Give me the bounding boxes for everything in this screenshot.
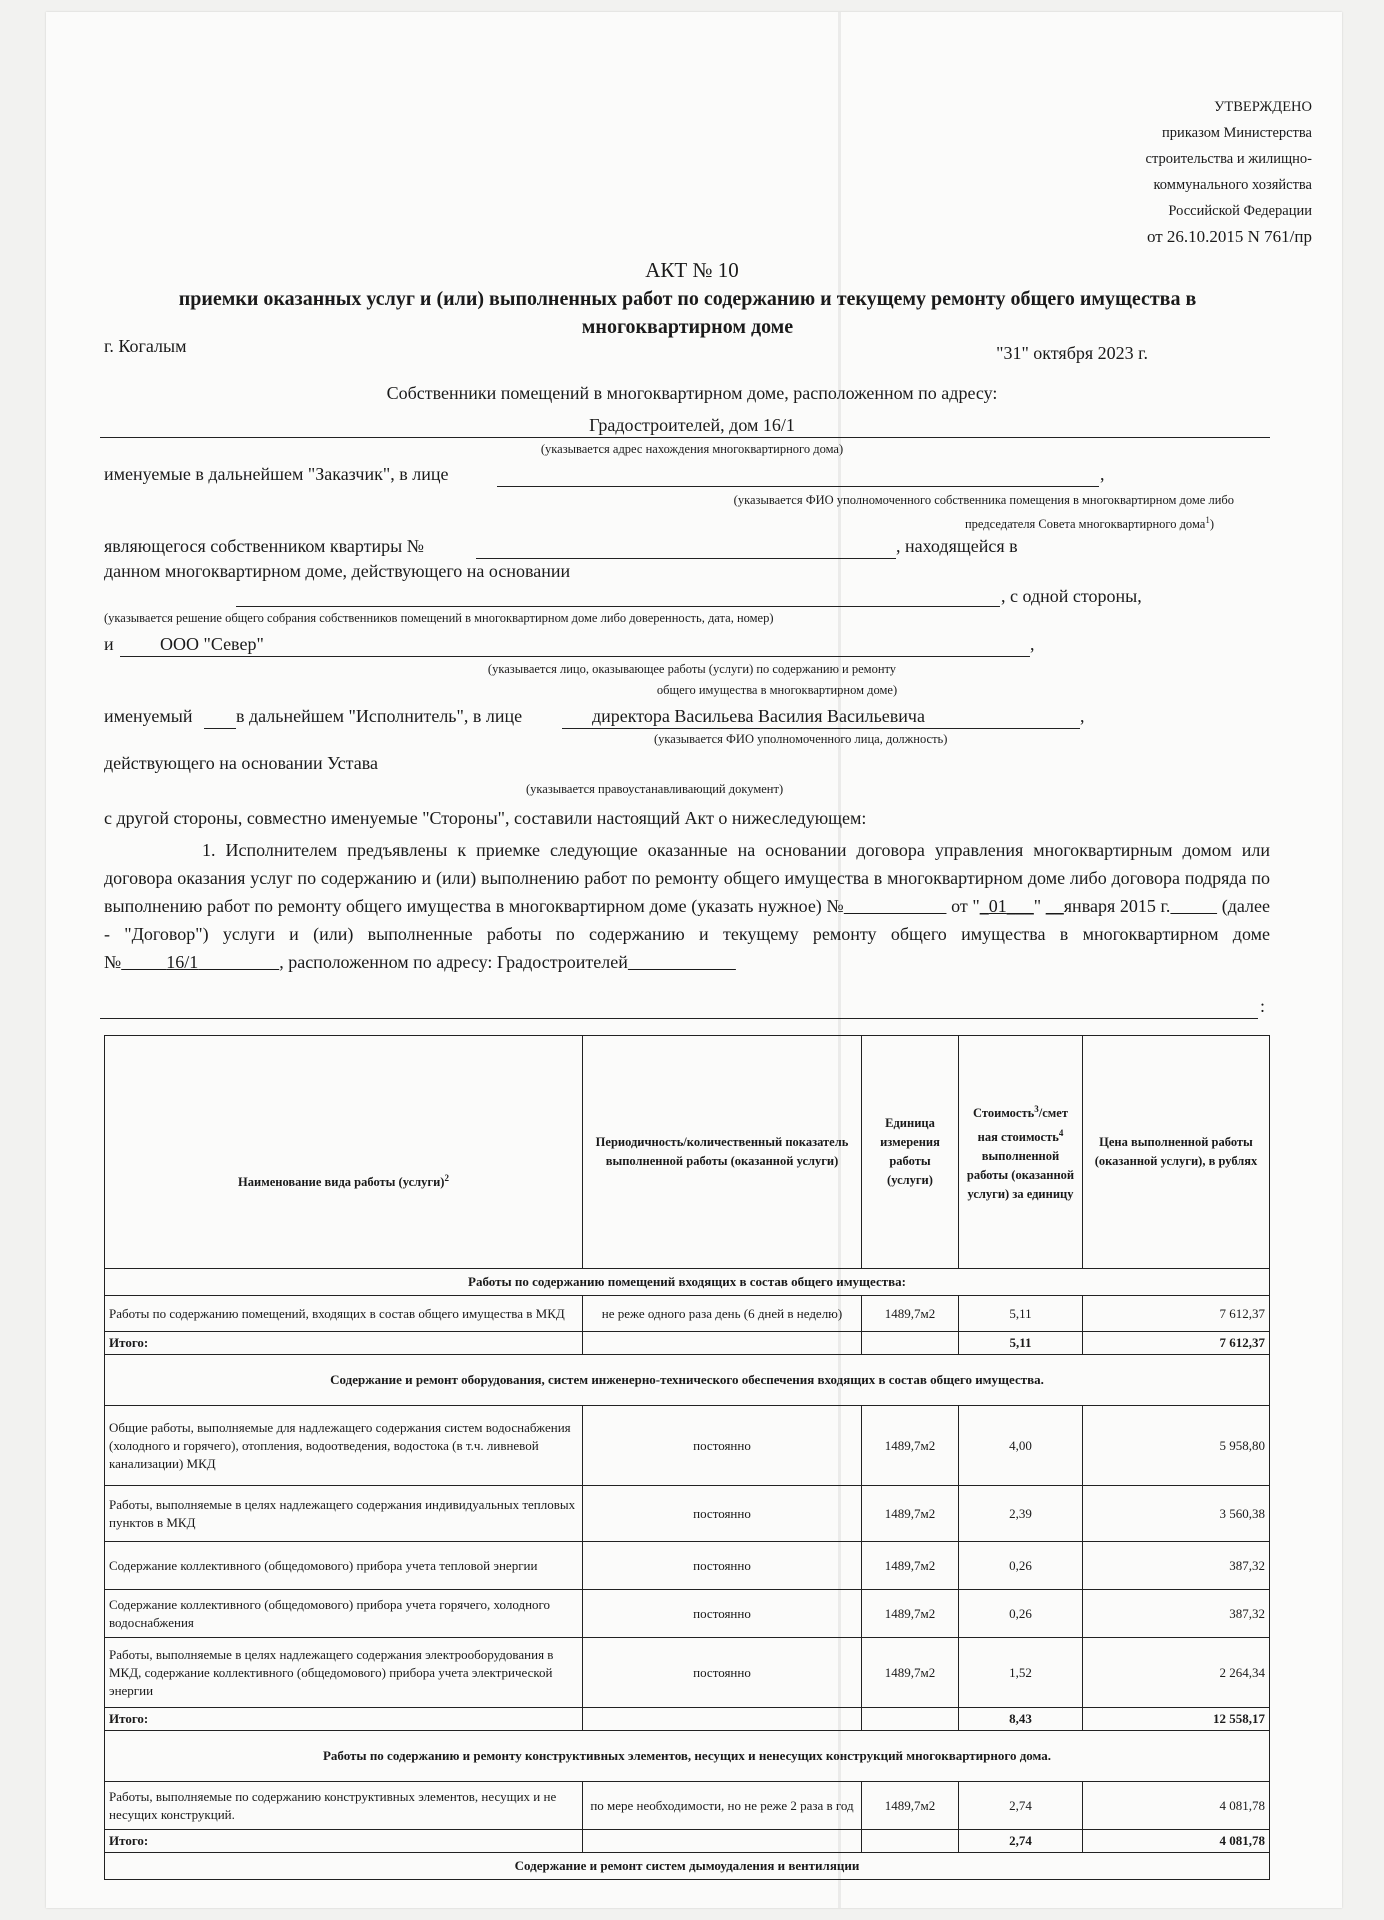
cell-name: Работы, выполняемые в целях надлежащего содержания индивидуальных тепловых пунктов в МКД bbox=[105, 1486, 583, 1542]
basis-line: данном многоквартирном доме, действующего на основании bbox=[104, 561, 571, 581]
total-row bbox=[105, 1332, 1270, 1355]
section-title: Работы по содержанию помещений входящих в состав общего имущества: bbox=[105, 1269, 1270, 1296]
header-unit: Единица измерения работы (услуги) bbox=[862, 1036, 959, 1269]
cell-cost: 5,11 bbox=[959, 1296, 1083, 1332]
cell-price: 5 958,80 bbox=[1083, 1406, 1270, 1486]
section-title: Содержание и ремонт оборудования, систем инженерно-технического обеспечения входящих в состав общего имущества. bbox=[105, 1355, 1270, 1406]
cell-period: по мере необходимости, но не реже 2 раза в год bbox=[583, 1782, 862, 1830]
cell-name: Работы, выполняемые по содержанию конструктивных элементов, несущих и не несущих конструкций. bbox=[105, 1782, 583, 1830]
cell-cost: 0,26 bbox=[959, 1590, 1083, 1638]
basis-hint: (указывается решение общего собрания собственников помещений в многоквартирном доме либо доверенность, дата, номер) bbox=[104, 611, 774, 625]
cell-period: постоянно bbox=[583, 1638, 862, 1708]
cell-price: 4 081,78 bbox=[1083, 1782, 1270, 1830]
cell-period: постоянно bbox=[583, 1486, 862, 1542]
section-title: Работы по содержанию и ремонту конструктивных элементов, несущих и ненесущих конструкций многоквартирного дома. bbox=[105, 1731, 1270, 1782]
section-row bbox=[105, 1355, 1270, 1406]
and-word: и bbox=[104, 634, 114, 654]
cell-unit: 1489,7м2 bbox=[862, 1638, 959, 1708]
act-number: АКТ № 10 bbox=[645, 258, 739, 282]
section-row bbox=[105, 1269, 1270, 1296]
total-cost: 5,11 bbox=[959, 1332, 1083, 1355]
cell-price: 2 264,34 bbox=[1083, 1638, 1270, 1708]
owners-intro: Собственники помещений в многоквартирном доме, расположенном по адресу: bbox=[386, 383, 998, 403]
approval-line: Российской Федерации bbox=[1168, 203, 1312, 219]
approval-line: приказом Министерства bbox=[1162, 125, 1312, 141]
total-price: 12 558,17 bbox=[1083, 1708, 1270, 1731]
table-row bbox=[105, 1638, 1270, 1708]
cell-unit: 1489,7м2 bbox=[862, 1406, 959, 1486]
works-table bbox=[104, 1035, 1270, 1880]
act-title: приемки оказанных услуг и (или) выполненных работ по содержанию и текущему ремонту общего имущества в многоквартирном доме bbox=[178, 288, 1197, 338]
total-row bbox=[105, 1708, 1270, 1731]
header-name: Наименование вида работы (услуги)$^2$ bbox=[105, 1036, 583, 1269]
table-row bbox=[105, 1296, 1270, 1332]
contractor-name: ООО "Север" bbox=[160, 634, 264, 654]
customer-line: именуемые в дальнейшем "Заказчик", в лице bbox=[104, 464, 449, 484]
section-row bbox=[105, 1853, 1270, 1880]
total-label: Итого: bbox=[105, 1830, 583, 1853]
cell-period: не реже одного раза день (6 дней в неделю) bbox=[583, 1296, 862, 1332]
rep-hint: (указывается ФИО уполномоченного лица, должность) bbox=[654, 732, 948, 746]
header-period: Периодичность/количественный показатель выполненной работы (оказанной услуги) bbox=[583, 1036, 862, 1269]
cell-cost: 0,26 bbox=[959, 1542, 1083, 1590]
cell-cost: 1,52 bbox=[959, 1638, 1083, 1708]
contractor-hint: (указывается лицо, оказывающее работы (услуги) по содержанию и ремонту bbox=[487, 662, 897, 676]
header-cost: Стоимость$^3$/смет ная стоимость$^4$ выполненной работы (оказанной услуги) за единицу bbox=[959, 1036, 1083, 1269]
approval-line: УТВЕРЖДЕНО bbox=[1214, 99, 1312, 115]
owners-address: Градостроителей, дом 16/1 bbox=[589, 415, 795, 435]
total-cost: 2,74 bbox=[959, 1830, 1083, 1853]
contractor-basis: действующего на основании Устава bbox=[104, 753, 378, 773]
cell-price: 7 612,37 bbox=[1083, 1296, 1270, 1332]
one-side: , с одной стороны, bbox=[1001, 586, 1142, 606]
approval-line: строительства и жилищно- bbox=[1145, 151, 1312, 167]
cell-unit: 1489,7м2 bbox=[862, 1296, 959, 1332]
cell-cost: 2,74 bbox=[959, 1782, 1083, 1830]
paragraph-1: 1. Исполнителем предъявлены к приемке следующие оказанные на основании договора управления многоквартирным домом или договора оказания услуг по содержанию и (или) выполнению работ по ремонту общего имущества в многоквартирном доме либо договора подряда по выполнению работ по ремонту общего имущества в многоквартирном доме (указать нужное) № от "_01___" __января 2015 г. (далее - "Договор") услуги и (или) выполненные работы по содержанию и текущему ремонту общего имущества в многоквартирном доме № 16/1 , расположенном по адресу: Градостроителей bbox=[104, 840, 1271, 972]
total-price: 7 612,37 bbox=[1083, 1332, 1270, 1355]
total-price: 4 081,78 bbox=[1083, 1830, 1270, 1853]
cell-name: Общие работы, выполняемые для надлежащего содержания систем водоснабжения (холодного и горячего), отопления, водоотведения, водостока (в т.ч. ливневой канализации) МКД bbox=[105, 1406, 583, 1486]
table-row bbox=[105, 1406, 1270, 1486]
cell-period: постоянно bbox=[583, 1406, 862, 1486]
apartment-line: являющегося собственником квартиры № bbox=[104, 536, 424, 556]
contractor-basis-hint: (указывается правоустанавливающий документ) bbox=[526, 782, 784, 796]
apartment-line-end: , находящейся в bbox=[896, 536, 1018, 556]
cell-unit: 1489,7м2 bbox=[862, 1486, 959, 1542]
cell-cost: 2,39 bbox=[959, 1486, 1083, 1542]
cell-period: постоянно bbox=[583, 1590, 862, 1638]
rep-mid: в дальнейшем "Исполнитель", в лице bbox=[236, 706, 523, 726]
customer-hint: (указывается ФИО уполномоченного собственника помещения в многоквартирном доме либо bbox=[733, 493, 1234, 507]
rep-name: директора Васильева Василия Васильевича bbox=[592, 706, 925, 726]
approval-block bbox=[1092, 94, 1312, 250]
table-header-row bbox=[105, 1036, 1270, 1269]
cell-period: постоянно bbox=[583, 1542, 862, 1590]
cell-unit: 1489,7м2 bbox=[862, 1542, 959, 1590]
act-date: "31" октября 2023 г. bbox=[996, 343, 1148, 363]
customer-hint-2: председателя Совета многоквартирного дома$^1$) bbox=[964, 515, 1214, 532]
cell-price: 3 560,38 bbox=[1083, 1486, 1270, 1542]
cell-unit: 1489,7м2 bbox=[862, 1782, 959, 1830]
contractor-hint-2: общего имущества в многоквартирном доме) bbox=[656, 683, 898, 697]
total-cost: 8,43 bbox=[959, 1708, 1083, 1731]
cell-cost: 4,00 bbox=[959, 1406, 1083, 1486]
address-hint: (указывается адрес нахождения многоквартирного дома) bbox=[540, 442, 844, 456]
cell-unit: 1489,7м2 bbox=[862, 1590, 959, 1638]
approval-line: коммунального хозяйства bbox=[1153, 177, 1312, 193]
table-row bbox=[105, 1486, 1270, 1542]
header-price: Цена выполненной работы (оказанной услуги), в рублях bbox=[1083, 1036, 1270, 1269]
rep-start: именуемый bbox=[104, 706, 193, 726]
cell-price: 387,32 bbox=[1083, 1590, 1270, 1638]
cell-name: Содержание коллективного (общедомового) прибора учета тепловой энергии bbox=[105, 1542, 583, 1590]
table-row bbox=[105, 1542, 1270, 1590]
total-label: Итого: bbox=[105, 1708, 583, 1731]
cell-name: Содержание коллективного (общедомового) прибора учета горячего, холодного водоснабжения bbox=[105, 1590, 583, 1638]
table-row bbox=[105, 1782, 1270, 1830]
section-row bbox=[105, 1731, 1270, 1782]
other-side: с другой стороны, совместно именуемые "Стороны", составили настоящий Акт о нижеследующем: bbox=[104, 808, 867, 828]
cell-name: Работы по содержанию помещений, входящих в состав общего имущества в МКД bbox=[105, 1296, 583, 1332]
cell-name: Работы, выполняемые в целях надлежащего содержания электрооборудования в МКД, содержание коллективного (общедомового) прибора учета электрической энергии bbox=[105, 1638, 583, 1708]
approval-line: от 26.10.2015 N 761/пр bbox=[1146, 227, 1312, 246]
table-row bbox=[105, 1590, 1270, 1638]
cell-price: 387,32 bbox=[1083, 1542, 1270, 1590]
act-city: г. Когалым bbox=[104, 336, 187, 356]
total-row bbox=[105, 1830, 1270, 1853]
section-title: Содержание и ремонт систем дымоудаления и вентиляции bbox=[105, 1853, 1270, 1880]
total-label: Итого: bbox=[105, 1332, 583, 1355]
